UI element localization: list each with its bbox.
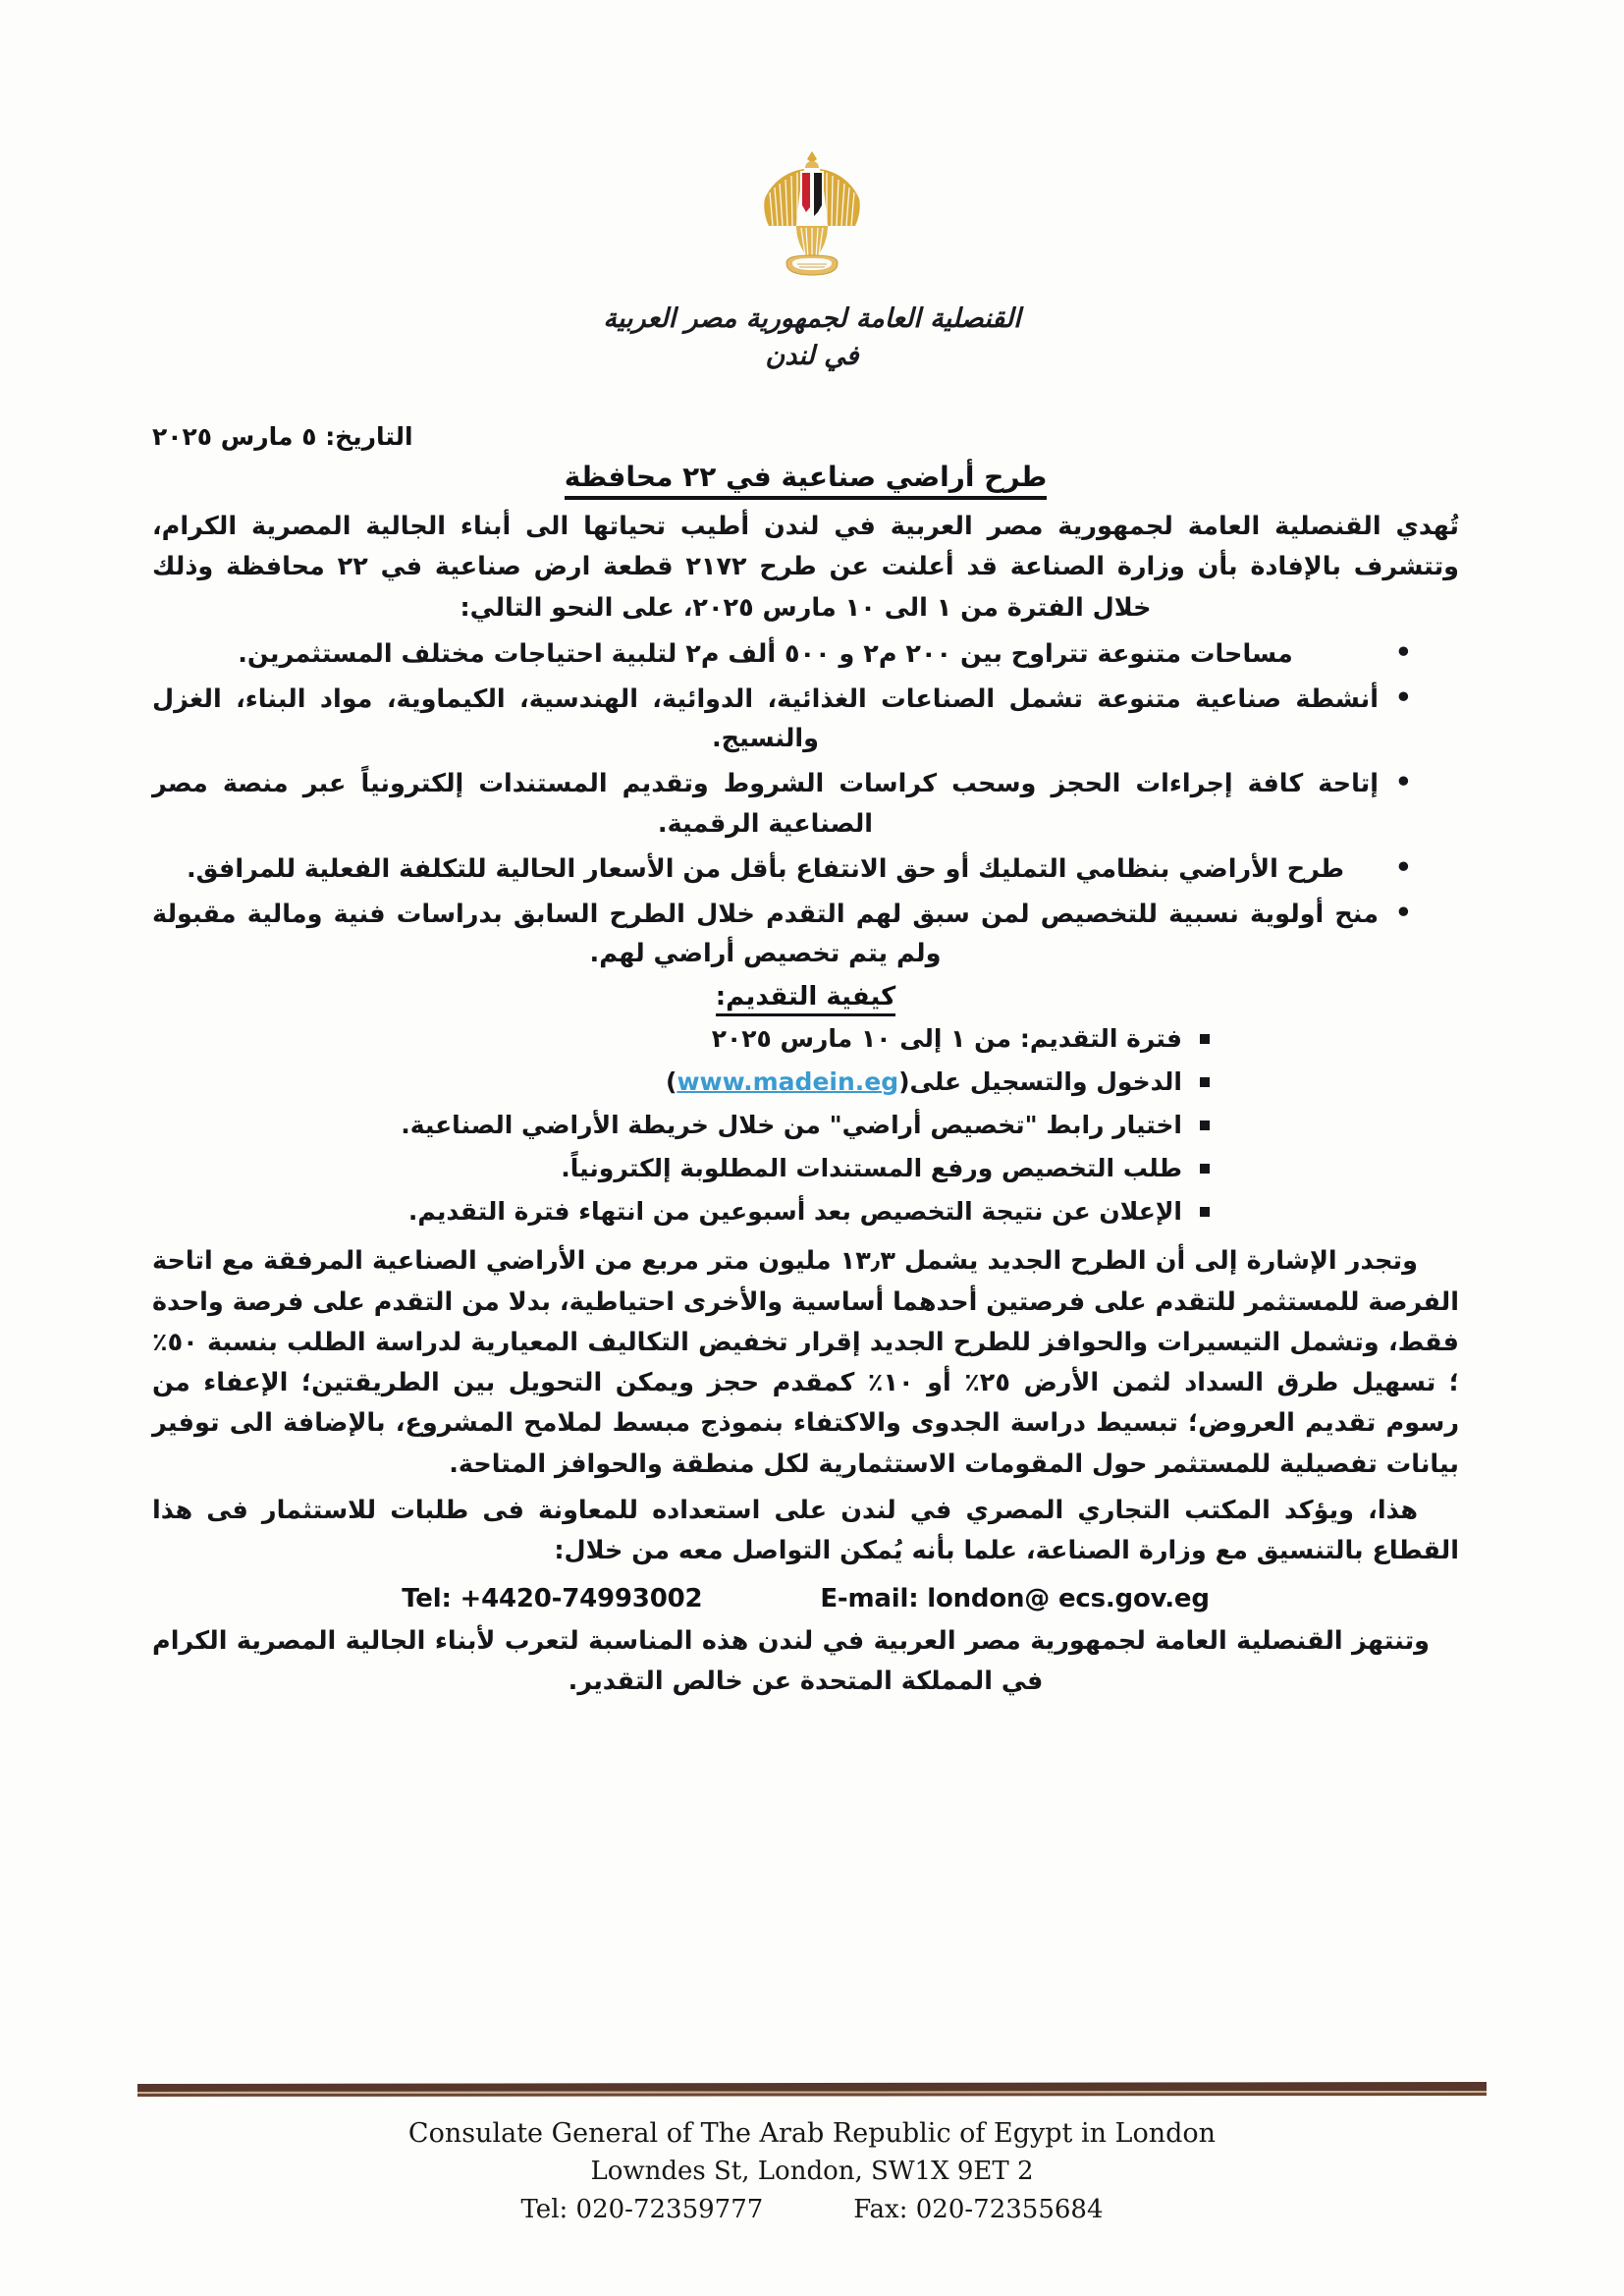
list-item: اختيار رابط "تخصيص أراضي" من خلال خريطة الأراضي الصناعية. — [152, 1106, 1214, 1145]
document-body — [152, 422, 1459, 1708]
how-to-apply-heading — [152, 982, 1459, 1011]
emblem-container — [0, 147, 1624, 285]
madein-website-link[interactable]: www.madein.eg — [677, 1067, 899, 1097]
eagle-of-saladin-icon — [753, 147, 871, 285]
footer-fax: Fax: 020-72355684 — [853, 2195, 1104, 2224]
list-item: طلب التخصيص ورفع المستندات المطلوبة إلكترونياً. — [152, 1149, 1214, 1188]
footer — [137, 2082, 1487, 2229]
date-label: التاريخ: ٥ مارس ٢٠٢٥ — [152, 422, 413, 451]
registration-label: الدخول والتسجيل على — [909, 1067, 1182, 1097]
features-list — [152, 634, 1459, 974]
list-item: • إتاحة كافة إجراءات الحجز وسحب كراسات الشروط وتقديم المستندات إلكترونياً عبر منصة مصر الصناعية الرقمية. — [152, 764, 1412, 845]
closing-paragraph: وتنتهز القنصلية العامة لجمهورية مصر العربية في لندن هذه المناسبة لتعرب لأبناء الجالية المصرية الكرام في المملكة المتحدة عن خالص التقدير. — [152, 1625, 1430, 1696]
organization-name: القنصلية العامة لجمهورية مصر العربية — [603, 303, 1021, 334]
intro-paragraph: تُهدي القنصلية العامة لجمهورية مصر العربية في لندن أطيب تحياتها الى أبناء الجالية المصرية الكرام، وتتشرف بالإفادة بأن وزارة الصناعة قد أعلنت عن طرح ٢١٧٢ قطعة ارض صناعية في ٢٢ محافظة وذلك خلال الفترة من ١ الى ١٠ مارس ٢٠٢٥، على النحو التالي: — [152, 512, 1459, 623]
list-item: فترة التقديم: من ١ إلى ١٠ مارس ٢٠٢٥ — [152, 1019, 1214, 1059]
list-item: • مساحات متنوعة تتراوح بين ٢٠٠ م٢ و ٥٠٠ ألف م٢ لتلبية احتياجات مختلف المستثمرين. — [152, 634, 1412, 675]
footer-address: 2 Lowndes St, London, SW1X 9ET — [590, 2157, 1034, 2186]
list-item: • منح أولوية نسبية للتخصيص لمن سبق لهم التقدم خلال الطرح السابق بدراسات فنية ومالية مقبولة ولم يتم تخصيص أراضي لهم. — [152, 895, 1412, 975]
list-item: • طرح الأراضي بنظامي التمليك أو حق الانتفاع بأقل من الأسعار الحالية للتكلفة الفعلية للمرافق. — [152, 849, 1412, 890]
organization-city: في لندن — [765, 341, 859, 372]
list-item: الإعلان عن نتيجة التخصيص بعد أسبوعين من انتهاء فترة التقديم. — [152, 1192, 1214, 1231]
details-paragraph: وتجدر الإشارة إلى أن الطرح الجديد يشمل ١٣٫٣ مليون متر مربع من الأراضي الصناعية المرفقة مع اتاحة الفرصة للمستثمر للتقدم على فرصتين أحدهما أساسية والأخرى احتياطية، بدلا من التقدم على فرصة واحدة فقط، وتشمل التيسيرات والحوافز للطرح الجديد إقرار تخفيض التكاليف المعيارية لدراسة الطلب بنسبة ٥٠٪ ؛ تسهيل طرق السداد لثمن الأرض ٢٥٪ أو ١٠٪ كمقدم حجز ويمكن التحويل بين الطريقتين؛ الإعفاء من رسوم تقديم العروض؛ تبسيط دراسة الجدوى والاكتفاء بنموذج مبسط لملامح المشروع، بالإضافة الى توفير بيانات تفصيلية للمستثمر حول المقومات الاستثمارية لكل منطقة والحوافز المتاحة. — [152, 1246, 1459, 1479]
open-paren: ( — [898, 1067, 910, 1097]
contact-row — [152, 1584, 1459, 1613]
contact-email: E-mail: london@ ecs.gov.eg — [820, 1583, 1210, 1613]
footer-organization: Consulate General of The Arab Republic of Egypt in London — [407, 2117, 1217, 2149]
list-item: • أنشطة صناعية متنوعة تشمل الصناعات الغذائية، الدوائية، الهندسية، الكيماوية، مواد البناء، الغزل والنسيج. — [152, 680, 1412, 760]
close-paren: ) — [666, 1067, 677, 1097]
contact-tel: Tel: +4420-74993002 — [402, 1583, 703, 1613]
how-to-apply-heading-text: كيفية التقديم: — [716, 982, 895, 1016]
footer-divider — [137, 2082, 1487, 2100]
list-item-with-link — [152, 1063, 1214, 1102]
footer-contact — [137, 2191, 1487, 2229]
page-title — [152, 461, 1459, 493]
footer-text-block — [137, 2115, 1487, 2229]
office-paragraph: هذا، ويؤكد المكتب التجاري المصري في لندن على استعداده للمعاونة فى طلبات للاستثمار فى هذا القطاع بالتنسيق مع وزارة الصناعة، علما بأنه يُمكن التواصل معه من خلال: — [152, 1496, 1459, 1566]
how-to-apply-list — [152, 1019, 1459, 1231]
letterhead — [0, 147, 1624, 376]
footer-tel: Tel: 020-72359777 — [520, 2195, 764, 2224]
page-title-text: طرح أراضي صناعية في ٢٢ محافظة — [565, 461, 1047, 500]
